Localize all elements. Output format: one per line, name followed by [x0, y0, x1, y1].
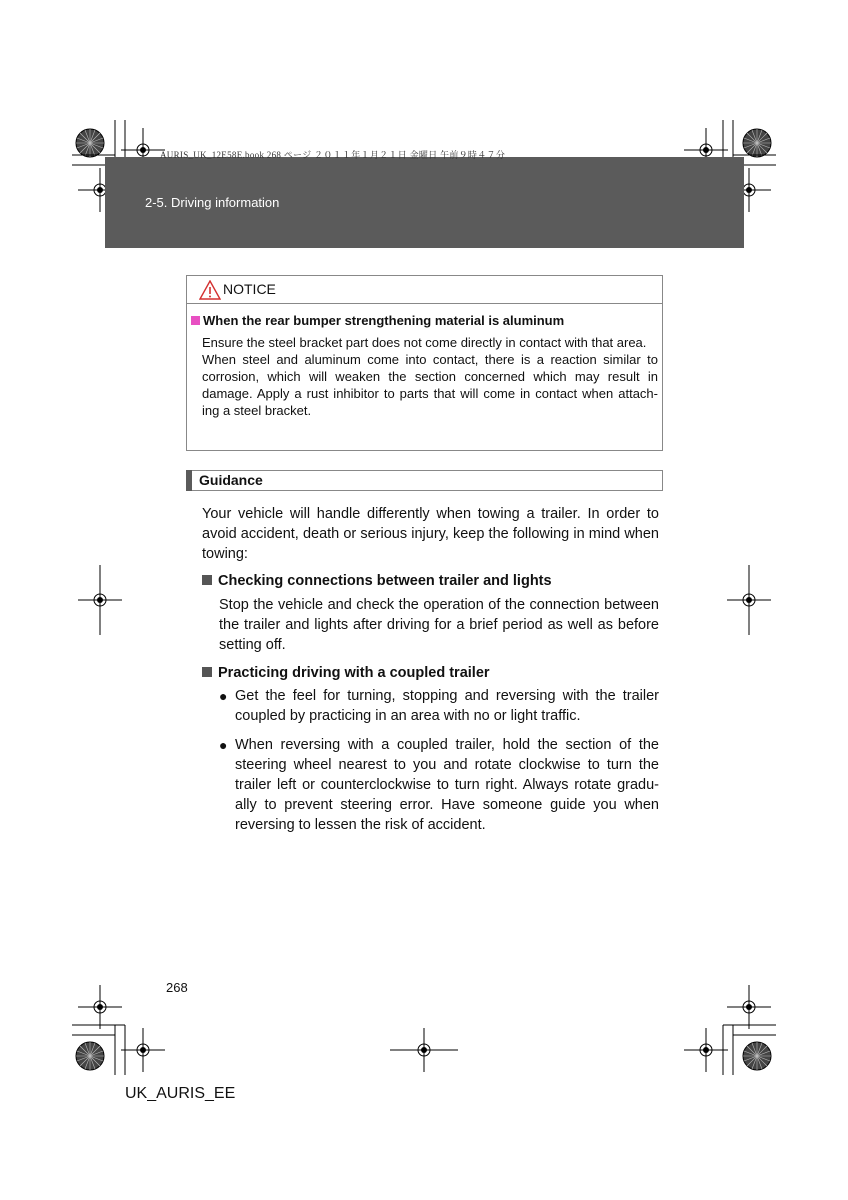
- warning-triangle-icon: [199, 280, 221, 300]
- footer-code: UK_AURIS_EE: [125, 1085, 236, 1102]
- square-bullet-icon: [202, 667, 212, 677]
- section-title: 2-5. Driving information: [145, 195, 280, 210]
- notice-body: [202, 334, 658, 419]
- guidance-label: Guidance: [199, 472, 263, 488]
- page-number: 268: [166, 980, 188, 995]
- bullet-item: Get the feel for turning, stopping and reversing with the trailer coupled by practicing in an area with no or light traffic.: [235, 688, 659, 724]
- notice-title: NOTICE: [223, 281, 276, 297]
- subsection-text: Stop the vehicle and check the operation of the connection between the trailer and lights after driving for a brief period as well as before setting off.: [219, 597, 659, 653]
- notice-box: [186, 275, 663, 451]
- square-bullet-icon: [202, 575, 212, 585]
- notice-subheading-text: When the rear bumper strengthening material is aluminum: [203, 313, 565, 328]
- pink-square-icon: [191, 316, 200, 325]
- subsection-heading: [202, 573, 552, 589]
- guidance-accent: [186, 470, 192, 491]
- notice-paragraph: Ensure the steel bracket part does not come directly in contact with that area.: [202, 335, 647, 350]
- round-bullet-icon: ●: [219, 688, 228, 704]
- guidance-bar: [186, 470, 663, 491]
- subsection-heading-text: Practicing driving with a coupled trailer: [218, 665, 490, 681]
- subsection-heading: [202, 665, 490, 681]
- notice-header: [187, 276, 662, 304]
- round-bullet-icon: ●: [219, 737, 228, 753]
- print-file-line: AURIS_UK_12E58E.book 268 ページ ２０１１年１月２１日 金曜日 午前９時４７分: [160, 150, 506, 160]
- guidance-intro: Your vehicle will handle differently when towing a trailer. In order to avoid accident, death or serious injury, keep the following in mind when towing:: [202, 506, 659, 562]
- bullet-item: When reversing with a coupled trailer, hold the section of the steering wheel nearest to you and rotate clockwise to turn the trailer left or counterclockwise to turn right. Always rotate gradu- ally to prevent steering error. Have someone guide you when reversing to lessen the risk of accident.: [235, 737, 659, 833]
- subsection-heading-text: Checking connections between trailer and lights: [218, 573, 552, 589]
- notice-subheading: [191, 313, 564, 328]
- notice-paragraph: When steel and aluminum come into contact, there is a reaction similar to corrosion, which will weaken the section concerned which may result in damage. Apply a rust inhibitor to parts that will come in contact when attach- ing a steel bracket.: [202, 352, 658, 418]
